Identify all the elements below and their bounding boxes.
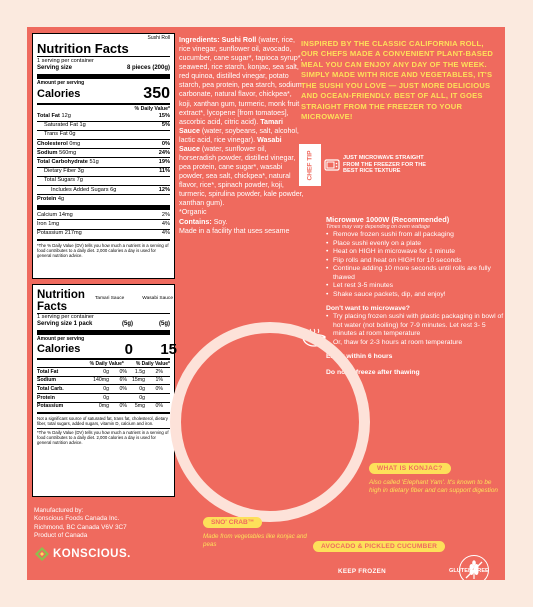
enjoy-within: Enjoy within 6 hours: [326, 353, 393, 361]
keep-frozen-label: KEEP FROZEN: [338, 568, 386, 575]
dv-header: % Daily Value*: [134, 106, 170, 113]
nutrition-footnote: *The % Daily Value (DV) tells you how much a nutrient in a serving of food contributes to a daily diet. 2,000 calories a day is used for general nutrition advice.: [37, 242, 169, 259]
package-panel: [27, 27, 505, 580]
calories-row: Calories 350: [37, 85, 170, 103]
nutrition-title: Nutrition Facts: [37, 41, 129, 56]
serving-size: Serving size 1 pack (5g) (5g): [37, 321, 170, 328]
manufacturer-info: Manufactured by: Konscious Foods Canada Inc. Richmond, BC Canada V6V 3C7 Product of Canada: [34, 507, 127, 539]
no-refreeze: Do not refreeze after thawing: [326, 368, 420, 376]
microwave-step: • Let rest 3-5 minutes: [326, 282, 504, 291]
nutrient-row: Total Carbohydrate 51g 19%: [37, 158, 170, 165]
no-microwave-heading: Don't want to microwave?: [326, 304, 410, 312]
nutrient-row: Saturated Fat 1g 5%: [37, 121, 170, 130]
nutrient-row: Trans Fat 0g: [37, 130, 170, 139]
microwave-instructions: [326, 215, 504, 377]
sauce-nutrient-row: Sodium 140mg 6% 15mg 1%: [37, 376, 170, 385]
amount-per-serving: Amount per serving: [37, 79, 85, 86]
sauce-nutrient-row: Total Carb. 0g 0% 0g 0%: [37, 384, 170, 393]
servings-per-container: 1 serving per container: [37, 58, 94, 65]
microwave-step: • Continue adding 10 more seconds until rolls are fully thawed: [326, 265, 504, 282]
gluten-free-label: GLUTEN-FREE: [449, 568, 489, 574]
serving-size: Serving size 8 pieces (200g): [37, 65, 170, 72]
nutrition-tag: Sushi Roll: [147, 35, 170, 41]
microwave-step: • Shake sauce packets, dip, and enjoy!: [326, 291, 504, 300]
microwave-step: • Flip rolls and heat on HIGH for 10 seconds: [326, 257, 504, 266]
avocado-tag: AVOCADO & PICKLED CUCUMBER: [313, 541, 445, 552]
microwave-step: • Place sushi evenly on a plate: [326, 240, 504, 249]
mineral-rows: [37, 211, 170, 238]
sauce-column-headers: Tamari Sauce Wasabi Sauce: [95, 296, 173, 301]
alt-thaw-step: • Try placing frozen sushi with plastic packaging in bowl of hot water (not boiling) for 7-9 minutes. Let rest 3- 5 minutes at room temperature: [326, 313, 504, 339]
nutrient-row: Sodium 560mg 24%: [37, 149, 170, 156]
nutrition-facts-sauces: [32, 284, 175, 497]
servings-per-container: 1 serving per container: [37, 314, 94, 321]
nutrient-row: Total Sugars 7g: [37, 176, 170, 185]
dv-header: % Daily Value* % Daily Value*: [89, 360, 170, 367]
alt-thaw-steps: [326, 313, 504, 347]
avocado-callout: [313, 535, 445, 553]
sauce-nutrient-row: Total Fat 0g 0% 1.5g 2%: [37, 367, 170, 376]
sauce-note: Not a significant source of saturated fat, trans fat, cholesterol, dietary fiber, total sugars, added sugars, vitamin D, calcium and iron.: [37, 415, 168, 426]
microwave-step: • Heat on HIGH in microwave for 1 minute: [326, 248, 504, 257]
chef-tip: [299, 144, 438, 186]
microwave-step: • Remove frozen sushi from all packaging: [326, 231, 504, 240]
chef-tip-text: JUST MICROWAVE STRAIGHT FROM THE FREEZER FOR THE BEST RICE TEXTURE: [343, 154, 426, 175]
nutrition-facts-sushi-roll: [32, 33, 175, 279]
konscious-logo-icon: [35, 547, 49, 561]
sno-crab-text: Made from vegetables like konjac and peas: [203, 533, 307, 549]
alt-thaw-step: • Or, thaw for 2-3 hours at room temperature: [326, 339, 504, 348]
ingredients-list: Ingredients: Sushi Roll (water, rice, rice vinegar, sunflower oil, avocado, cucumber, cane sugar*, tapioca syrup*, seaweed, rice starch, konjac, sea salt, red quinoa, distilled vinegar, potato starch, pea protein, pea starch, sodium carbonate, natural flavor, chickpea*, koji, xanthan gum, turmeric, monk fruit extract*, lycopene [from tomatoes], ascorbic acid, citric acid). Tamari Sauce (water, soybeans, salt, alcohol, lactic acid, rice vinegar). Wasabi Sauce (water, sunflower oil, horseradish powder, distilled vinegar, pea protein, cane sugar*, wasabi powder, sea salt, chickpea*, natural flavor, rice*, spinach powder, koji, turmeric, spirulina powder, kale powder, xanthan gum). *Organic Contains: Soy. Made in a facility that uses sesame: [179, 36, 304, 235]
microwave-steps: [326, 231, 504, 300]
nutrient-row: Includes Added Sugars 6g 12%: [37, 185, 170, 194]
product-window-ring: [170, 322, 370, 522]
nutrient-row: Protein 4g: [37, 194, 170, 203]
nutrient-row: Cholesterol 0mg 0%: [37, 140, 170, 147]
calories-row: Calories 0 15: [37, 340, 177, 358]
brand-logo: KONSCIOUS.: [35, 547, 131, 561]
wattage-note: Times may vary depending on oven wattage: [326, 224, 430, 231]
sauce-nutrient-rows: [37, 367, 170, 410]
sauce-nutrient-row: Protein 0g 0g: [37, 393, 170, 402]
microwave-icon: [324, 157, 340, 173]
konjac-tag: WHAT IS KONJAC?: [369, 463, 451, 474]
nutrient-rows: [37, 113, 170, 204]
nutrient-row: Dietary Fiber 3g 11%: [37, 167, 170, 176]
sno-crab-tag: SNO' CRAB™: [203, 517, 262, 528]
amount-per-serving: Amount per serving: [37, 335, 85, 342]
konjac-text: Also called 'Elephant Yam'. It's known to be high in dietary fiber and can support digestion: [369, 479, 498, 495]
product-intro: INSPIRED BY THE CLASSIC CALIFORNIA ROLL, OUR CHEFS MADE A CONVENIENT PLANT-BASED MEAL YOU CAN ENJOY ANY DAY OF THE WEEK. SIMPLY MADE WITH RICE AND VEGETABLES, IT'S THE SUSHI YOU LOVE — JUST MORE DELICIOUS AND OCEAN-FRIENDLY. BEST OF ALL, IT GOES STRAIGHT FROM THE FREEZER TO YOUR MICROWAVE!: [301, 39, 494, 122]
konjac-callout: [369, 457, 499, 496]
mineral-row: Potassium 217mg 4%: [37, 230, 170, 237]
nutrient-row: Total Fat 12g 15%: [37, 113, 170, 120]
mineral-row: Calcium 14mg 2%: [37, 211, 170, 218]
microwave-heading: Microwave 1000W (Recommended): [326, 215, 450, 224]
sno-crab-callout: [203, 511, 313, 549]
sauce-nutrient-row: Potassium 0mg 0% 5mg 0%: [37, 402, 170, 411]
mineral-row: Iron 1mg 4%: [37, 221, 170, 228]
nutrition-title: Nutrition Facts: [37, 289, 85, 314]
nutrition-footnote: *The % Daily Value (DV) tells you how much a nutrient in a serving of food contributes to a daily diet. 2,000 calories a day is used for general nutrition advice.: [37, 429, 169, 446]
chef-tip-badge: CHEF TIP: [299, 144, 321, 186]
